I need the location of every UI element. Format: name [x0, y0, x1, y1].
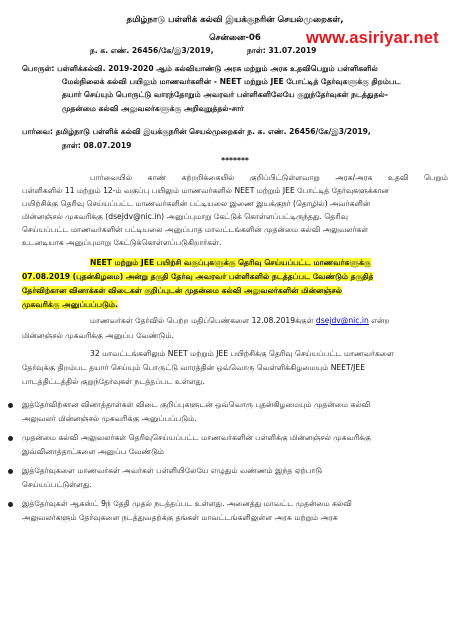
highlight-text: தேர்விற்கான வினாக்கள் விடைகள் குறிப்புடன் முதன்மை கல்வி அலுவலர்களின் மின்னஞ்சல் — [22, 286, 342, 295]
paragraph-line — [90, 316, 390, 326]
list-item: இத்தேர்விற்கான வினாத்தாள்கள் விடை குறிப்புகளுடன் ஒவ்வொரு புதன்கிழமையும் முதன்மை கல்வி — [22, 400, 371, 409]
highlighted-line — [22, 300, 118, 310]
paragraph-line — [22, 212, 448, 222]
list-item: அலுவலர்களும் தேர்வுகளை நடத்துவதற்க்கு தங்கள் மாவட்டங்களிலுள்ள அரசு மற்றும் அரசு — [22, 513, 338, 522]
separator-stars: ******* — [221, 156, 249, 165]
document-title: தமிழ்நாடு பள்ளிக் கல்வி இயக்குநரின் செயல்முறைகள், — [126, 15, 344, 25]
bullet-icon — [8, 436, 13, 441]
paragraph-line: மின்னஞ்சல் முகவரிக்கு அனுப்ப வேண்டும். — [22, 331, 174, 340]
list-item: இவ்வினாத்தாட்களை அனுப்ப வேண்டும் — [22, 447, 165, 456]
bullet-icon — [8, 502, 13, 507]
paragraph-line: பள்ளிகளில் 11 மற்றும் 12-ம் வகுப்பு பயிலும் மாணவர்களில் NEET மற்றும் JEE போட்டித் தேர்வுகளுக்கான — [22, 186, 389, 195]
list-item: செய்யப்பட்டுள்ளது. — [22, 480, 92, 489]
paragraph-line: 32 மாவட்டங்களிலும் NEET மற்றும் JEE பயிற்சிக்கு தெரிவு செய்யப்பட்ட மாணவர்களை — [90, 349, 394, 358]
paragraph-line: தேர்வுக்கு திறம்பட தயார் செய்யும் பொருட்டு வாரத்தின் ஒவ்வொரு வெள்ளிக்கிழமையும் NEET/JEE — [22, 363, 366, 372]
paragraph-text: மின்னஞ்சல் முகவரிக்கு — [22, 212, 103, 221]
list-item: இத்தேர்வுகளை மாணவர்கள் அவர்கள் பள்ளியிலேயே எழுதும் வண்ணம் இந்த ஏற்பாடு — [22, 466, 323, 475]
issuing-city: சென்னை-06 — [209, 33, 261, 43]
bullet-icon — [8, 469, 13, 474]
bullet-icon — [8, 403, 13, 408]
list-item: இத்தேர்வுகள் ஆகஸ்ட் 9ந் தேதி முதல் நடத்தப்பட உள்ளது. அனைத்து மாவட்ட முதன்மை கல்வி — [22, 499, 352, 508]
list-item: முதன்மை கல்வி அலுவலர்கள் தெரிவுசெய்யப்பட்ட மாணவர்களின் பள்ளிக்கு மின்னஞ்சல் முகவரிக்கு — [22, 433, 371, 442]
reference-number: ந. க. எண். 26456/கே/இ3/2019, — [90, 46, 214, 55]
email-link[interactable]: (dsejdv@nic.in) — [105, 212, 165, 221]
subject-line: மேல்நிலைக் கல்வி பயிலும் மாணவர்களின் - NEET மற்றும் JEE போட்டித் தேர்வுகளுக்கு திறம்பட — [62, 77, 401, 86]
reference-line: பார்வை: தமிழ்நாடு பள்ளிக் கல்வி இயக்குநரின் செயல்முறைகள் ந. க. எண். 26456/கே/இ3/2019, — [22, 127, 371, 136]
paragraph-line: பாடத்திட்டத்தில் குறுந்தேர்வுகள் நடத்தப்பட உள்ளது. — [22, 377, 205, 386]
paragraph-text: என்ற — [371, 316, 390, 325]
paragraph-text: மாணவர்கள் தேர்வில் பெற்ற மதிப்பெண்களை 12.08.2019க்குள் — [90, 316, 314, 325]
issue-date: நாள்: 31.07.2019 — [247, 46, 317, 55]
paragraph-line: பயிற்சிக்கு தெரிவு செய்யப்பட்ட மாணவர்களின் பட்டியலை இணை இயக்குநர் (தொழில்) அவர்களின் — [22, 199, 371, 208]
highlight-text: 07.08.2019 (புதன்கிழமை) அன்று தகுதி தேர்வு அவரவர் பள்ளிகளில் நடத்தப்பட வேண்டும் தகுதித் — [22, 272, 374, 281]
email-link[interactable]: dsejdv@nic.in — [315, 316, 369, 325]
paragraph-line: பார்வையில் காண் சுற்றறிக்கையில் குறிப்பிட்டுள்ளவாறு அரசு/அரசு உதவி பெறும் — [90, 173, 448, 182]
subject-line: முதன்மை கல்வி அலுவலர்களுக்கு அறிவுறுத்தல்-சார் — [62, 104, 244, 113]
subject-line: பொருள்: பள்ளிக்கல்வி. 2019-2020 ஆம் கல்வியாண்டு அரசு மற்றும் அரசு உதவிபெறும் பள்ளிகளில் — [22, 64, 378, 73]
highlight-text: NEET மற்றும் JEE பயிற்சி வகுப்புகளுக்கு தெரிவு செய்யப்பட்ட மாணவர்களுக்கு — [90, 258, 371, 267]
highlighted-line — [90, 258, 371, 268]
highlight-text: முகவரிக்கு அனுப்பப்படும். — [22, 300, 118, 309]
paragraph-line: செய்யப்பட்ட மாணவர்களின் பட்டியலை அனுப்பாத மாவட்டங்களின் முதன்மை கல்வி அலுவலர்கள் — [22, 225, 369, 234]
list-item: அலுவலர் மின்னஞ்சல் முகவரிக்கு அனுப்பப்படும். — [22, 414, 197, 423]
watermark-url: www.asiriyar.net — [306, 29, 439, 47]
highlighted-line — [22, 286, 342, 296]
highlighted-line — [22, 272, 373, 282]
paragraph-line: உடனடியாக அனுப்புமாறு கேட்டுக்கொள்ளப்படுகிறார்கள். — [22, 238, 222, 247]
paragraph-text: அனுப்புமாறு கேட்டுக் கொள்ளப்பட்டிருந்தது. தெரிவு — [166, 212, 348, 221]
subject-line: தயார் செய்யும் பொருட்டு வாரந்தோறும் அவரவர் பள்ளிகளிலேயே குறுந்தேர்வுகள் நடத்துதல்- — [62, 90, 388, 99]
reference-date: நாள்: 08.07.2019 — [62, 141, 132, 150]
